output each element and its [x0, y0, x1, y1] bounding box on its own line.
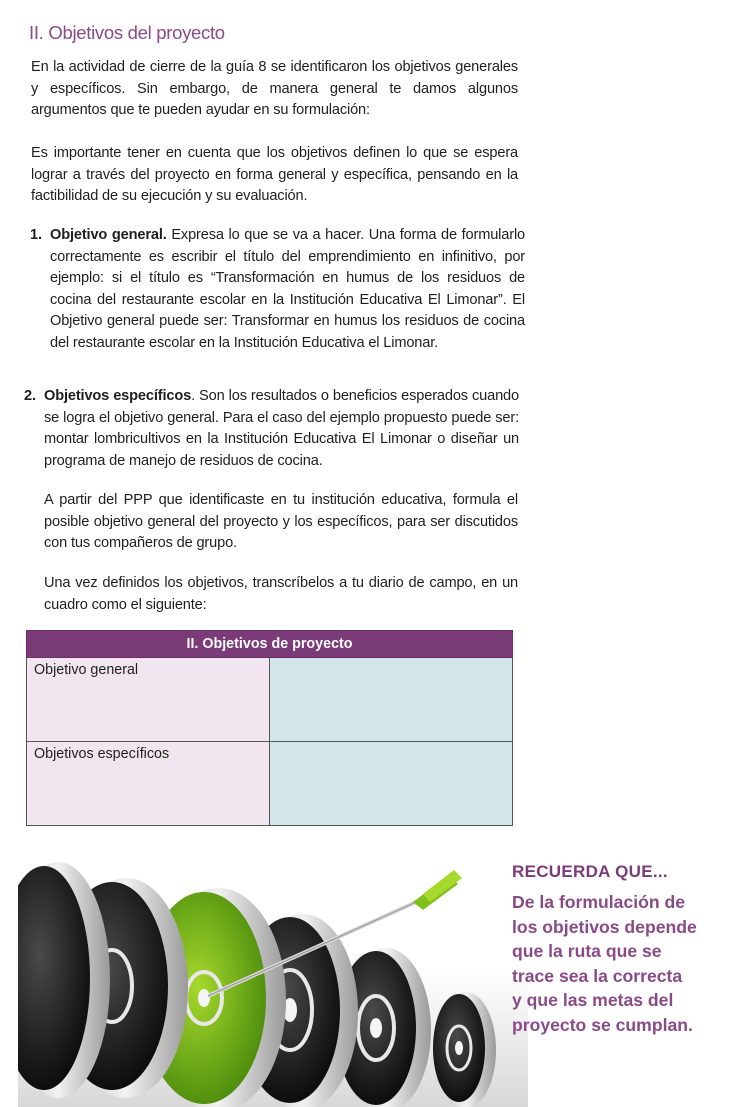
transcribe-paragraph: Una vez definidos los objetivos, transcríbelos a tu diario de campo, en un cuadro como el siguiente:	[44, 575, 518, 613]
table-cell-input[interactable]	[270, 658, 513, 742]
list-text: . Son los resultados o beneficios esperados cuando se logra el objetivo general. Para el caso del ejemplo propuesto puede ser: montar lombricultivos en la Institución Educativa El Limonar o diseñar un programa de manejo de residuos de cocina.	[44, 388, 519, 469]
list-body	[50, 225, 525, 354]
callout-title: RECUERDA QUE...	[512, 862, 668, 881]
section-heading: II. Objetivos del proyecto	[29, 22, 225, 43]
callout-text	[512, 890, 732, 1037]
list-body	[44, 386, 519, 472]
table-row	[27, 742, 513, 826]
callout-line: trace sea la correcta	[512, 965, 683, 986]
importance-paragraph: Es importante tener en cuenta que los objetivos definen lo que se espera lograr a través del proyecto en forma general y específica, pensando en la factibilidad de su ejecución y su evaluación.	[31, 145, 518, 204]
list-number: 2.	[24, 388, 36, 404]
table-cell-label: Objetivos específicos	[27, 742, 270, 826]
callout-line: que la ruta que se	[512, 941, 662, 961]
callout-line: los objetivos depende	[512, 916, 697, 937]
callout-line: proyecto se cumplan.	[512, 1014, 693, 1035]
list-term: Objetivos específicos	[44, 388, 192, 404]
targets-illustration	[18, 820, 528, 1107]
list-number: 1.	[30, 227, 42, 243]
callout-line: y que las metas del	[512, 990, 674, 1010]
table-cell-label: Objetivo general	[27, 658, 270, 742]
table-header: II. Objetivos de proyecto	[27, 631, 513, 658]
objectives-table	[26, 630, 513, 826]
list-text: Expresa lo que se va a hacer. Una forma de formularlo correctamente es escribir el título del emprendimiento en infinitivo, por ejemplo: si el título es “Transformación en humus de los residuos de cocina del restaurante escolar en la Institución Educativa El Limonar”. El Objetivo general puede ser: Transformar en humus los residuos de cocina del restaurante escolar en la Institución Educativa el Limonar.	[50, 227, 525, 351]
table-cell-input[interactable]	[270, 742, 513, 826]
list-term: Objetivo general.	[50, 227, 167, 243]
intro-paragraph: En la actividad de cierre de la guía 8 se identificaron los objetivos generales y específicos. Sin embargo, de manera general te damos algunos argumentos que te pueden ayudar en su formulación:	[31, 59, 518, 118]
table-row	[27, 658, 513, 742]
callout-line: De la formulación de	[512, 892, 686, 912]
ppp-paragraph: A partir del PPP que identificaste en tu institución educativa, formula el posible objetivo general del proyecto y los específicos, para ser discutidos con tus compañeros de grupo.	[44, 492, 518, 551]
